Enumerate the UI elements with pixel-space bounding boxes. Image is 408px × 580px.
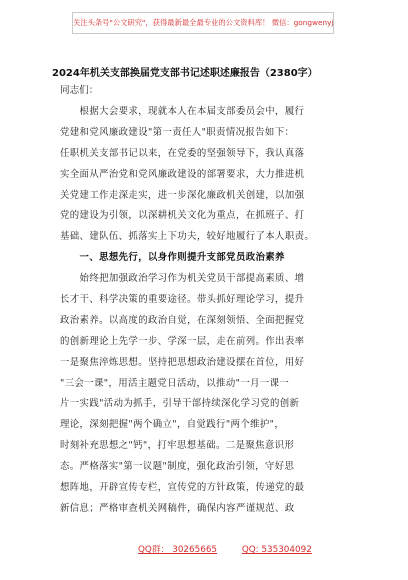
body-line: 时刻补充思想之"钙"，打牢思想基础。二是聚焦意识形: [60, 440, 295, 452]
qq-group-link[interactable]: QQ群： 30265665: [138, 545, 218, 555]
salutation: 同志们：: [60, 85, 99, 96]
body-line: 政治素养。以高度的政治自觉，在深刻领悟、全面把握党: [60, 314, 305, 326]
body-line: 根据大会要求，现就本人在本届支部委员会中，履行: [60, 106, 305, 117]
document-title: 2024年机关支部换届党支部书记述职述廉报告（2380字）: [52, 68, 318, 79]
body-line: "三会一课"，用活主题党日活动，以推动"一月一课一: [60, 377, 290, 389]
document-body: [60, 102, 360, 520]
body-line: 片一实践"活动为抓手，引导干部持续深化学习党的创新: [60, 398, 300, 410]
body-line: 实全面从严治党和党风廉政建设的部署要求，大力推进机: [60, 168, 305, 180]
body-line: 党的建设为引领，以深耕机关文化为重点，在抓班子、打: [60, 210, 305, 222]
body-line: 党建和党风廉政建设"第一责任人"职责情况报告如下：: [60, 126, 295, 138]
body-line: 一是聚焦淬炼思想。坚持把思想政治建设摆在首位，用好: [60, 356, 305, 368]
body-line: 态。严格落实"第一议题"制度，强化政治引领，守好思: [60, 461, 295, 473]
section-heading: 一、思想先行，以身作则提升支部党员政治素养: [60, 252, 285, 264]
footer-contacts: [138, 542, 312, 555]
body-line: 新信息；严格审查机关网稿件，确保内容严谨规范、政: [60, 502, 295, 514]
promo-banner: 关注头条号"公文研究"，获得最新最全最专业的公文资料库！ 微信：gongwenyj: [72, 12, 334, 34]
qq-contact-link[interactable]: QQ: 535304092: [241, 545, 312, 555]
body-line: 任职机关支部书记以来，在党委的坚强领导下，我认真落: [60, 147, 305, 159]
body-line: 关党建工作走深走实，进一步深化廉政机关创建，以加强: [60, 189, 305, 201]
body-line: 想阵地，开辟宣传专栏，宣传党的方针政策，传递党的最: [60, 482, 305, 494]
body-line: 始终把加强政治学习作为机关党员干部提高素质、增: [60, 273, 305, 285]
body-line: 基础、建队伍、抓落实上下功夫，较好地履行了本人职责。: [60, 231, 315, 243]
body-line: 长才干、科学决策的重要途径。带头抓好理论学习，提升: [60, 294, 305, 306]
body-line: 理论，深刻把握"两个确立"，自觉践行"两个维护"，: [60, 419, 285, 431]
body-line: 的创新理论上先学一步、学深一层，走在前列。作出表率: [60, 335, 305, 347]
